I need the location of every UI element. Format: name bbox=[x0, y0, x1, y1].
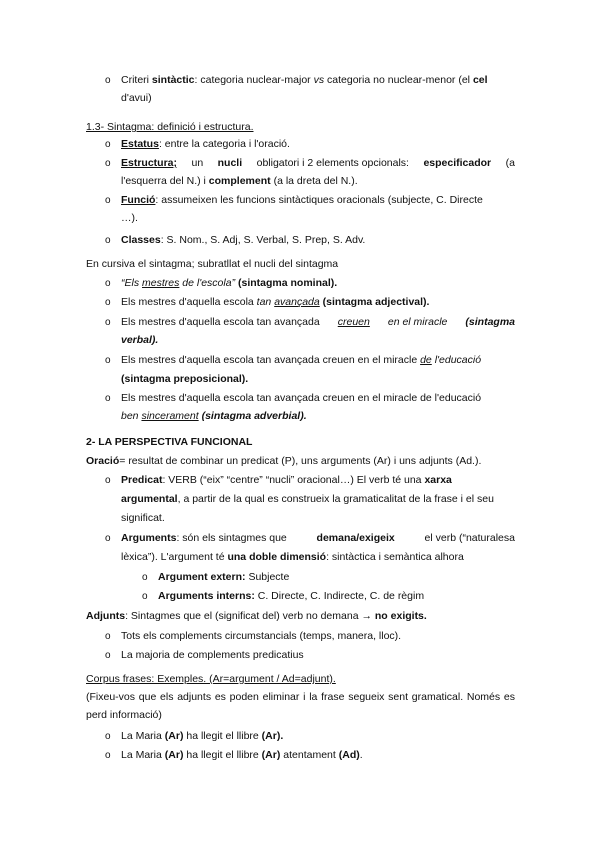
section-1-3-title: 1.3- Sintagma: definició i estructura. bbox=[86, 121, 254, 133]
bullet: o bbox=[105, 533, 111, 544]
corpus-title: Corpus frases: Exemples. (Ar=argument / Ad=adjunt). bbox=[86, 673, 336, 685]
ex3-tag: (sintagma bbox=[465, 316, 515, 328]
bullet: o bbox=[105, 278, 111, 289]
classes-line bbox=[121, 234, 365, 247]
estatus-line bbox=[121, 138, 290, 151]
estructura-complement: complement bbox=[208, 175, 271, 187]
arguments-line bbox=[121, 532, 515, 545]
bullet: o bbox=[105, 393, 111, 404]
cursiva-intro: En cursiva el sintagma; subratllat el nucli del sintagma bbox=[86, 258, 339, 270]
estructura-t2: obligatori i 2 elements opcionals: bbox=[256, 157, 409, 169]
bullet: o bbox=[105, 631, 111, 642]
example-3 bbox=[121, 316, 515, 329]
oracio-line bbox=[86, 455, 481, 468]
frase2-t3: atentament bbox=[283, 749, 336, 761]
example-2 bbox=[121, 296, 429, 309]
interns-text: C. Directe, C. Indirecte, C. de règim bbox=[257, 590, 425, 602]
criteri-line2: d'avui) bbox=[121, 92, 152, 104]
classes-label: Classes bbox=[121, 234, 161, 246]
ex3-tag2: verbal). bbox=[121, 334, 159, 346]
predicat-t2: , a partir de la qual es construeix la gramaticalitat de la frase i el seu bbox=[177, 493, 494, 505]
frase2-end: . bbox=[359, 749, 363, 761]
predicat-t1: : VERB (“eix” “centre” “nucli” oracional…) El verb té una bbox=[162, 474, 422, 486]
bullet: o bbox=[142, 572, 148, 583]
example-5-line2 bbox=[121, 410, 307, 423]
estructura-line2a: l'esquerra del N.) i bbox=[121, 175, 206, 187]
ex5-tag: (sintagma adverbial). bbox=[201, 410, 307, 422]
predicat-label: Predicat bbox=[121, 474, 163, 486]
arguments-line2 bbox=[121, 551, 464, 564]
frase2-t1: La Maria bbox=[121, 749, 162, 761]
ex4-tag: (sintagma preposicional). bbox=[121, 373, 249, 385]
adjunts-text: : Sintagmes que el (significat del) verb no demana bbox=[125, 610, 359, 622]
adjunts-item-2: La majoria de complements predicatius bbox=[121, 649, 304, 661]
estructura-line bbox=[121, 157, 515, 170]
funcio-line2: …). bbox=[121, 212, 138, 224]
ex4-pre: Els mestres d'aquella escola tan avançada creuen en el miracle bbox=[121, 354, 418, 366]
ex1-sintagma: “Els mestres de l'escola” bbox=[121, 277, 236, 289]
oracio-text: = resultat de combinar un predicat (P), uns arguments (Ar) i uns adjunts (Ad.). bbox=[119, 455, 482, 467]
estructura-t3: (a bbox=[505, 157, 515, 169]
frase2-ar2: (Ar) bbox=[261, 749, 281, 761]
ex3-pre: Els mestres d'aquella escola tan avançada bbox=[121, 316, 320, 328]
frase1-ar1: (Ar) bbox=[164, 730, 184, 742]
arguments-t1: : són els sintagmes que bbox=[176, 532, 287, 544]
bullet: o bbox=[105, 650, 111, 661]
ex2-avancada: avançada bbox=[274, 296, 320, 308]
predicat-xarxa: xarxa bbox=[424, 474, 452, 486]
ex2-pre: Els mestres d'aquella escola bbox=[121, 296, 254, 308]
bullet: o bbox=[105, 158, 111, 169]
frase-2 bbox=[121, 749, 363, 762]
arguments-demana: demana/exigeix bbox=[316, 532, 395, 544]
bullet: o bbox=[105, 750, 111, 761]
adjunts-label: Adjunts bbox=[86, 610, 126, 622]
criteri-text1: : categoria nuclear-major bbox=[194, 74, 311, 86]
arrow-icon: → bbox=[361, 610, 372, 622]
bullet: o bbox=[105, 235, 111, 246]
bullet: o bbox=[105, 475, 111, 486]
bullet: o bbox=[105, 297, 111, 308]
frase1-ar2: (Ar). bbox=[261, 730, 284, 742]
arguments-t3: lèxica”). L'argument té bbox=[121, 551, 225, 563]
estatus-label: Estatus bbox=[121, 138, 159, 150]
criteri-line bbox=[121, 74, 488, 87]
estructura-t1: un bbox=[191, 157, 204, 169]
arguments-label: Arguments bbox=[121, 532, 177, 544]
estructura-line2 bbox=[121, 175, 358, 188]
predicat-line bbox=[121, 474, 452, 487]
adjunts-line bbox=[86, 610, 427, 623]
arguments-t2: el verb (“naturalesa bbox=[424, 532, 515, 544]
example-5 bbox=[121, 392, 481, 405]
funcio-line bbox=[121, 194, 483, 207]
estructura-line2b: (a la dreta del N.). bbox=[273, 175, 358, 187]
bullet: o bbox=[105, 355, 111, 366]
ex5-pre: Els mestres d'aquella escola tan avançada creuen en el miracle de l'educació bbox=[121, 392, 482, 404]
arguments-doble: una doble dimensió bbox=[227, 551, 327, 563]
frase2-t2: ha llegit el llibre bbox=[186, 749, 259, 761]
ex4-de: de bbox=[420, 354, 432, 366]
arguments-interns-line bbox=[158, 590, 424, 603]
bullet: o bbox=[105, 195, 111, 206]
example-4 bbox=[121, 354, 481, 367]
estructura-label: Estructura; bbox=[121, 157, 178, 169]
section-2-title: 2- LA PERSPECTIVA FUNCIONAL bbox=[86, 436, 253, 448]
interns-label: Arguments interns: bbox=[158, 590, 255, 602]
ex2-tag: (sintagma adjectival). bbox=[322, 296, 430, 308]
criteri-label: Criteri bbox=[121, 74, 149, 86]
estructura-nucli: nucli bbox=[217, 157, 243, 169]
ex1-tag: (sintagma nominal). bbox=[238, 277, 338, 289]
adjunts-item-1: Tots els complements circumstancials (temps, manera, lloc). bbox=[121, 630, 402, 642]
estatus-text: : entre la categoria i l'oració. bbox=[158, 138, 290, 150]
extern-text: Subjecte bbox=[248, 571, 290, 583]
ex3-creuen: creuen bbox=[337, 316, 370, 328]
frase1-t2: ha llegit el llibre bbox=[186, 730, 259, 742]
bullet: o bbox=[105, 731, 111, 742]
fixeu-paragraph: (Fixeu-vos que els adjunts es poden eliminar i la frase segueix sent gramatical. Només es perd informació) bbox=[86, 691, 515, 721]
arguments-t4: : sintàctica i semàntica alhora bbox=[326, 551, 464, 563]
adjunts-tag: no exigits. bbox=[374, 610, 427, 622]
classes-text: : S. Nom., S. Adj, S. Verbal, S. Prep, S. Adv. bbox=[160, 234, 366, 246]
funcio-text: : assumeixen les funcions sintàctiques oracionals (subjecte, C. Directe bbox=[155, 194, 483, 206]
ex4-post: l'educació bbox=[434, 354, 482, 366]
frase-1 bbox=[121, 730, 283, 743]
frase2-ar1: (Ar) bbox=[164, 749, 184, 761]
ex3-post: en el miracle bbox=[387, 316, 448, 328]
ex5-ben: ben bbox=[121, 410, 139, 422]
criteri-text2: categoria no nuclear-menor (el bbox=[327, 74, 471, 86]
estructura-especificador: especificador bbox=[423, 157, 492, 169]
bullet: o bbox=[105, 75, 111, 86]
oracio-label: Oració bbox=[86, 455, 120, 467]
argument-extern-line bbox=[158, 571, 289, 584]
criteri-vs: vs bbox=[313, 74, 325, 86]
extern-label: Argument extern: bbox=[158, 571, 246, 583]
criteri-sintactic: sintàctic bbox=[151, 74, 195, 86]
predicat-line3: significat. bbox=[121, 512, 165, 524]
predicat-argumental: argumental bbox=[121, 493, 178, 505]
bullet: o bbox=[105, 317, 111, 328]
bullet: o bbox=[105, 139, 111, 150]
frase1-t1: La Maria bbox=[121, 730, 162, 742]
example-1 bbox=[121, 277, 337, 290]
criteri-cel: cel bbox=[472, 74, 488, 86]
bullet: o bbox=[142, 591, 148, 602]
ex2-tan: tan bbox=[256, 296, 272, 308]
funcio-label: Funció bbox=[121, 194, 156, 206]
predicat-line2 bbox=[121, 493, 494, 506]
frase2-ad: (Ad) bbox=[338, 749, 360, 761]
ex5-sincerament: sincerament bbox=[141, 410, 199, 422]
